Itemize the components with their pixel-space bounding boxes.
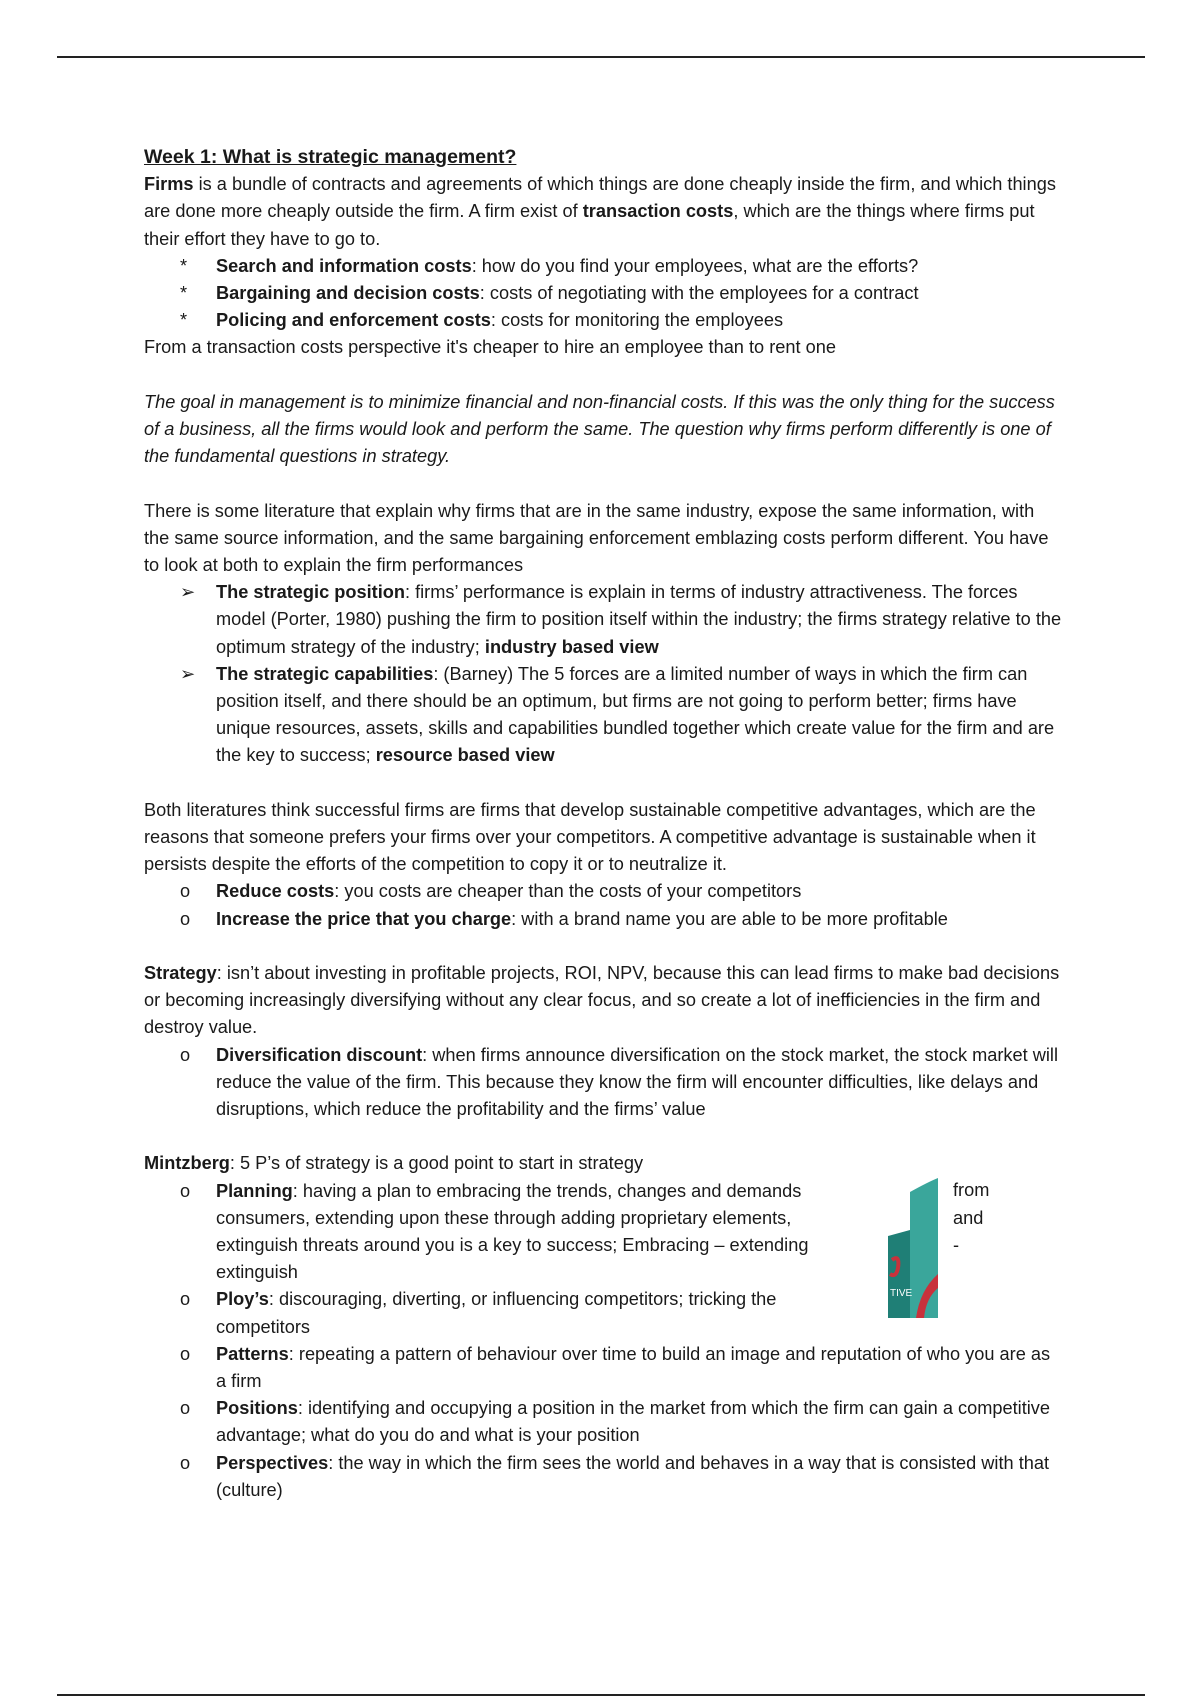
advantage-list	[144, 878, 1064, 932]
list-item: * Policing and enforcement costs: costs for monitoring the employees	[144, 307, 1064, 334]
bottom-rule	[57, 1694, 1145, 1696]
list-item: o Patterns: repeating a pattern of behaviour over time to build an image and reputation of who you are as a firm	[144, 1341, 1064, 1395]
literature-paragraph: There is some literature that explain why firms that are in the same industry, expose the same information, with the same source information, and the same bargaining enforcement emblazing costs perform different. You have to look at both to explain the firm performances	[144, 500, 1049, 576]
circle-bullet-icon: o	[180, 1452, 191, 1473]
firms-term: Firms	[144, 174, 194, 195]
circle-bullet-icon: o	[180, 1180, 191, 1201]
list-item: o Increase the price that you charge: with a brand name you are able to be more profitable	[144, 906, 1064, 933]
list-item: * Bargaining and decision costs: costs of negotiating with the employees for a contract	[144, 280, 1064, 307]
strategy-paragraph: Strategy: isn’t about investing in profitable projects, ROI, NPV, because this can lead firms to make bad decisions or becoming increasingly diversifying without any clear focus, and so create a lot of inefficiencies in the firm and destroy value.	[144, 963, 1060, 1038]
cover-image-label: TIVE	[890, 1288, 913, 1300]
circle-bullet-icon: o	[180, 1398, 191, 1419]
list-item: o Positions: identifying and occupying a position in the market from which the firm can gain a competitive advantage; what do you do and what is your position	[144, 1395, 1064, 1449]
list-item: o Perspectives: the way in which the firm sees the world and behaves in a way that is consisted with that (culture)	[144, 1450, 1064, 1504]
list-item: o Diversification discount: when firms announce diversification on the stock market, the stock market will reduce the value of the firm. This because they know the firm will encounter difficulties, like delays and disruptions, which reduce the profitability and the firms’ value	[144, 1042, 1064, 1124]
circle-bullet-icon: o	[180, 1289, 191, 1310]
arrow-bullet-icon: ➢	[180, 582, 196, 603]
list-item: ➢ The strategic capabilities: (Barney) The 5 forces are a limited number of ways in which the firm can position itself, and there should be an optimum, but firms are not going to perform better; firms have unique resources, assets, skills and capabilities bundled together which create value for the firm and are the key to success; resource based view	[144, 661, 1064, 770]
advantage-paragraph: Both literatures think successful firms are firms that develop sustainable competitive advantages, which are the reasons that someone prefers your firms over your competitors. A competitive advantage is sustainable when it persists despite the efforts of the competition to copy it or to neutralize it.	[144, 799, 1036, 875]
asterisk-bullet-icon: *	[180, 283, 188, 304]
transaction-costs-term: transaction costs	[582, 201, 734, 222]
literature-list	[144, 579, 1064, 769]
asterisk-bullet-icon: *	[180, 310, 188, 331]
circle-bullet-icon: o	[180, 881, 191, 902]
circle-bullet-icon: o	[180, 1044, 191, 1065]
list-item: o Reduce costs: you costs are cheaper than the costs of your competitors	[144, 878, 1064, 905]
asterisk-bullet-icon: *	[180, 255, 188, 276]
goal-paragraph: The goal in management is to minimize financial and non-financial costs. If this was the only thing for the success of a business, all the firms would look and perform the same. The question why firms perform differently is one of the fundamental questions in strategy.	[144, 391, 1055, 467]
mintzberg-section	[144, 1150, 1064, 1504]
top-rule	[57, 56, 1145, 58]
side-word: and	[953, 1207, 984, 1228]
list-item: ➢ The strategic position: firms’ performance is explain in terms of industry attractiveness. The forces model (Porter, 1980) pushing the firm to position itself within the industry; the firms strategy relative to the optimum strategy of the industry; industry based view	[144, 579, 1064, 661]
page-title: Week 1: What is strategic management?	[144, 146, 517, 168]
side-word: -	[953, 1234, 960, 1255]
side-word: from	[953, 1180, 990, 1201]
document-body	[144, 144, 1064, 1504]
strategy-list	[144, 1042, 1064, 1124]
mintzberg-paragraph: Mintzberg: 5 P’s of strategy is a good point to start in strategy	[144, 1153, 644, 1174]
intro-conclusion: From a transaction costs perspective it's cheaper to hire an employee than to rent one	[144, 337, 836, 358]
list-item: o Ploy’s: discouraging, diverting, or influencing competitors; tricking the competitors	[144, 1286, 1064, 1340]
circle-bullet-icon: o	[180, 1343, 191, 1364]
list-item: * Search and information costs: how do you find your employees, what are the efforts?	[144, 253, 1064, 280]
circle-bullet-icon: o	[180, 908, 191, 929]
mintzberg-list	[144, 1178, 1064, 1504]
transaction-cost-list	[144, 253, 1064, 335]
list-item: o Planning: having a plan to embracing the trends, changes and demands consumers, extending upon these through adding proprietary elements, extinguish threats around you is a key to success; Embracing – extending extinguish	[144, 1178, 1064, 1287]
intro-paragraph: Firms is a bundle of contracts and agreements of which things are done cheaply inside the firm, and which things are done more cheaply outside the firm. A firm exist of transaction costs, which are the things where firms put their effort they have to go to.	[144, 174, 1056, 249]
arrow-bullet-icon: ➢	[180, 663, 196, 684]
